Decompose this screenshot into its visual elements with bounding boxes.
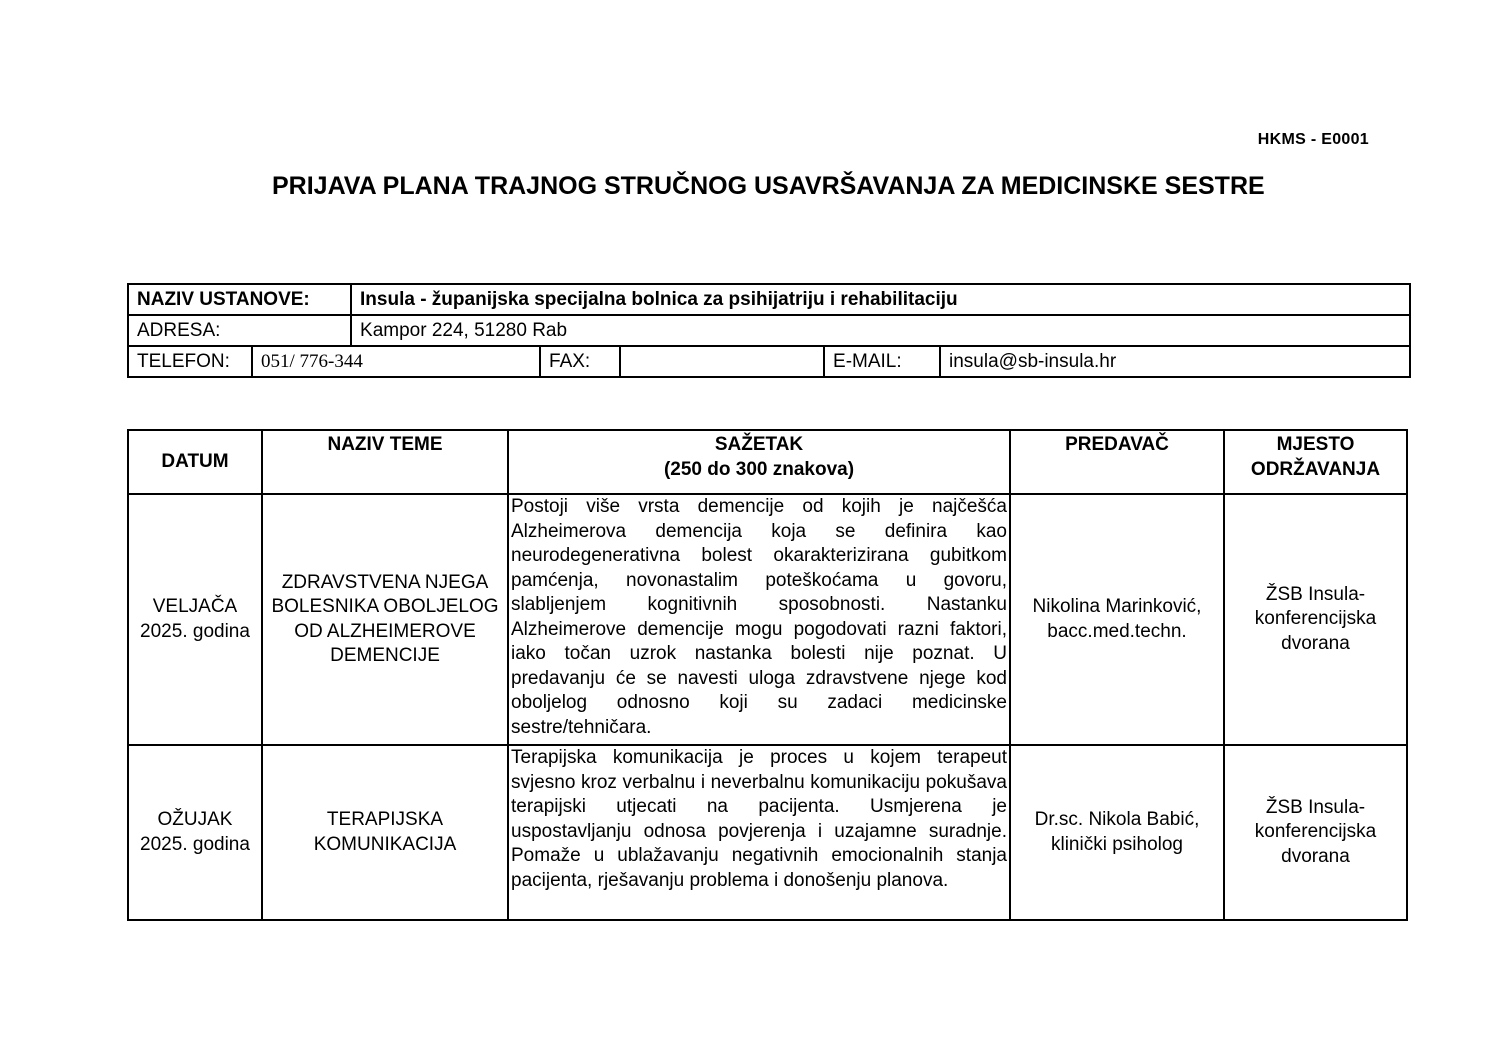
cell-datum bbox=[128, 494, 262, 745]
cell-mjesto: ŽSB Insula-konferencijska dvorana bbox=[1224, 494, 1407, 745]
telefon-label: TELEFON: bbox=[128, 346, 252, 377]
predavac-name: Dr.sc. Nikola Babić, bbox=[1034, 809, 1200, 830]
datum-year: 2025. godina bbox=[140, 833, 250, 855]
telefon-value: 051/ 776-344 bbox=[252, 346, 540, 377]
document-title: PRIJAVA PLANA TRAJNOG STRUČNOG USAVRŠAVANJA ZA MEDICINSKE SESTRE bbox=[272, 172, 1265, 200]
header-sazetak-title: SAŽETAK bbox=[714, 434, 804, 455]
predavac-title: bacc.med.techn. bbox=[1047, 620, 1187, 642]
header-naziv-teme: NAZIV TEME bbox=[262, 430, 508, 494]
cell-sazetak: Postoji više vrsta demencije od kojih je najčešća Alzheimerova demencija koja se definira kao neurodegenerativna bolest okarakterizirana gubitkom pamćenja, novonastalim poteškoćama u govoru, slabljenjem kognitivnih sposobnosti. Nastanku Alzheimerove demencije mogu pogodovati razni faktori, iako točan uzrok nastanka bolesti nije poznat. U predavanju će se navesti uloga zdravstvene njege kod oboljelog odnosno koji su zadaci medicinske sestre/tehničara. bbox=[508, 494, 1010, 745]
cell-predavac bbox=[1010, 494, 1224, 745]
header-sazetak-subtitle: (250 do 300 znakova) bbox=[663, 458, 855, 480]
table-row bbox=[128, 494, 1407, 745]
adresa-value: Kampor 224, 51280 Rab bbox=[351, 315, 1410, 346]
naziv-value: Insula - županijska specijalna bolnica za psihijatriju i rehabilitaciju bbox=[351, 284, 1410, 315]
plan-header-row bbox=[128, 430, 1407, 494]
cell-datum bbox=[128, 745, 262, 920]
datum-month: OŽUJAK bbox=[157, 809, 233, 830]
cell-tema: TERAPIJSKA KOMUNIKACIJA bbox=[262, 745, 508, 920]
education-plan-table bbox=[127, 429, 1408, 921]
adresa-label: ADRESA: bbox=[128, 315, 351, 346]
form-code: HKMS - E0001 bbox=[1257, 131, 1369, 148]
header-predavac: PREDAVAČ bbox=[1010, 430, 1224, 494]
cell-tema: ZDRAVSTVENA NJEGA BOLESNIKA OBOLJELOG OD ALZHEIMEROVE DEMENCIJE bbox=[262, 494, 508, 745]
header-sazetak bbox=[508, 430, 1010, 494]
cell-predavac bbox=[1010, 745, 1224, 920]
naziv-label: NAZIV USTANOVE: bbox=[128, 284, 351, 315]
address-row bbox=[128, 315, 1410, 346]
email-label: E-MAIL: bbox=[824, 346, 940, 377]
institution-info-table bbox=[127, 283, 1411, 378]
predavac-title: klinički psiholog bbox=[1050, 833, 1183, 855]
header-mjesto: MJESTO ODRŽAVANJA bbox=[1224, 430, 1407, 494]
datum-year: 2025. godina bbox=[140, 620, 250, 642]
fax-value bbox=[620, 346, 824, 377]
email-value: insula@sb-insula.hr bbox=[940, 346, 1410, 377]
table-row bbox=[128, 745, 1407, 920]
fax-label: FAX: bbox=[540, 346, 620, 377]
cell-sazetak: Terapijska komunikacija je proces u kojem terapeut svjesno kroz verbalnu i neverbalnu komunikaciju pokušava terapijski utjecati na pacijenta. Usmjerena je uspostavljanju odnosa povjerenja i uzajamne suradnje. Pomaže u ublažavanju negativnih emocionalnih stanja pacijenta, rješavanju problema i donošenju planova. bbox=[508, 745, 1010, 920]
header-datum: DATUM bbox=[128, 430, 262, 494]
predavac-name: Nikolina Marinković, bbox=[1032, 596, 1202, 617]
cell-mjesto: ŽSB Insula-konferencijska dvorana bbox=[1224, 745, 1407, 920]
institution-name-row bbox=[128, 284, 1410, 315]
datum-month: VELJAČA bbox=[152, 596, 238, 617]
contact-row bbox=[128, 346, 1410, 377]
